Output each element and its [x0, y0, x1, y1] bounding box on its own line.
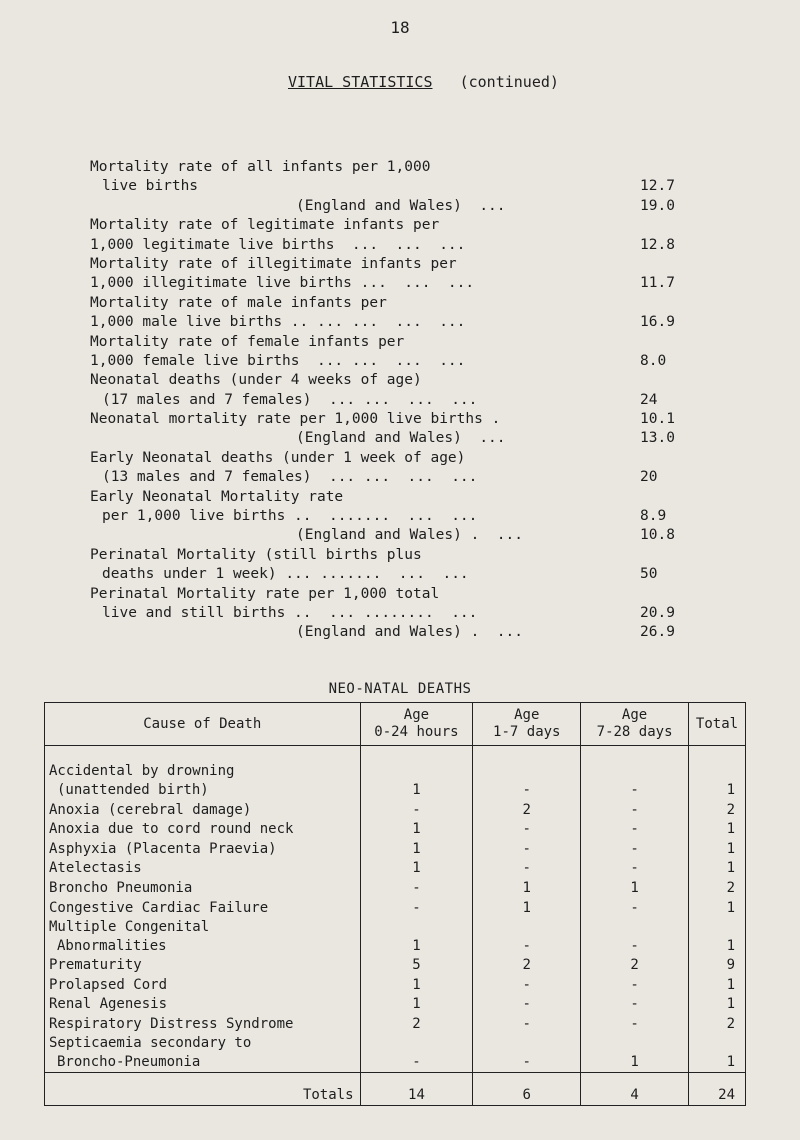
count-0-24: 2 [360, 1014, 473, 1034]
stat-text: (England and Wales) ... [296, 430, 506, 447]
cause-text: Renal Agenesis [49, 996, 168, 1013]
stat-line [90, 216, 710, 235]
count-1-7: 1 [473, 878, 581, 898]
count-total: 2 [688, 1014, 745, 1034]
count-7-28: - [581, 746, 689, 801]
total-0-24: 14 [360, 1072, 473, 1105]
count-1-7: - [473, 1034, 581, 1073]
cause-cell [45, 918, 361, 956]
count-7-28: - [581, 820, 689, 840]
cause-text: Atelectasis [49, 860, 142, 877]
heading-subtitle: (continued) [459, 73, 559, 91]
count-1-7: - [473, 1014, 581, 1034]
header-age-range: 7-28 days [596, 724, 673, 740]
table-title: NEO-NATAL DEATHS [328, 681, 472, 697]
stat-text: Mortality rate of female infants per [90, 333, 405, 350]
count-0-24: 1 [360, 746, 473, 801]
cause-text: Broncho-Pneumonia [57, 1053, 201, 1070]
count-7-28: 1 [581, 1034, 689, 1073]
stat-value: 20 [640, 469, 658, 486]
cause-cell [45, 975, 361, 995]
count-1-7: - [473, 859, 581, 879]
stat-value: 10.8 [640, 527, 675, 544]
cause-text: Anoxia (cerebral damage) [49, 801, 252, 818]
cause-text: Asphyxia (Placenta Praevia) [49, 840, 277, 857]
stat-value: 10.1 [640, 411, 675, 428]
cause-text: Prolapsed Cord [49, 976, 168, 993]
stat-text: Neonatal deaths (under 4 weeks of age) [90, 372, 422, 389]
stat-value: 26.9 [640, 624, 675, 641]
count-0-24: 5 [360, 956, 473, 976]
cause-text: Multiple Congenital [49, 918, 210, 935]
stat-text: Neonatal mortality rate per 1,000 live births . [90, 411, 501, 428]
stat-text: live and still births .. ... ........ ... [102, 604, 478, 621]
stat-line [90, 410, 710, 429]
count-0-24: 1 [360, 820, 473, 840]
count-total: 1 [688, 820, 745, 840]
stat-line [90, 526, 710, 545]
header-age-range: 0-24 hours [374, 724, 459, 740]
count-total: 2 [688, 878, 745, 898]
stat-line [90, 371, 710, 390]
stat-line [90, 604, 710, 623]
header-cause: Cause of Death [45, 703, 361, 746]
mortality-statistics [90, 158, 710, 643]
count-7-28: 2 [581, 956, 689, 976]
table-row [45, 975, 746, 995]
stat-text: per 1,000 live births .. ....... ... ... [102, 508, 478, 525]
cause-text: Abnormalities [57, 937, 167, 954]
stat-text: 1,000 illegitimate live births ... ... ... [90, 275, 475, 292]
count-0-24: 1 [360, 918, 473, 956]
stat-text: (England and Wales) . ... [296, 527, 523, 544]
stat-text: (17 males and 7 females) ... ... ... ... [102, 391, 478, 408]
cause-text: (unattended birth) [57, 782, 209, 798]
neonatal-deaths-table [44, 702, 746, 1106]
header-age-0-24 [360, 703, 473, 746]
count-total: 1 [688, 839, 745, 859]
cause-cell [45, 878, 361, 898]
stat-value: 20.9 [640, 604, 675, 621]
count-7-28: - [581, 995, 689, 1015]
stat-line [90, 468, 710, 487]
cause-text: Anoxia due to cord round neck [49, 821, 294, 838]
table-row [45, 820, 746, 840]
stat-value: 11.7 [640, 275, 675, 292]
stat-line [90, 236, 710, 255]
count-7-28: - [581, 898, 689, 918]
header-age-range: 1-7 days [493, 724, 561, 740]
count-0-24: - [360, 898, 473, 918]
stat-text: Perinatal Mortality (still births plus [90, 546, 422, 563]
cause-cell [45, 956, 361, 976]
total-1-7: 6 [473, 1072, 581, 1105]
page-number: 18 [390, 18, 410, 37]
stat-line [90, 352, 710, 371]
stat-line [90, 488, 710, 507]
count-1-7: - [473, 975, 581, 995]
table-row [45, 956, 746, 976]
table-row [45, 800, 746, 820]
count-1-7: - [473, 820, 581, 840]
table-row [45, 918, 746, 956]
count-1-7: - [473, 995, 581, 1015]
header-age-label: Age [403, 707, 430, 723]
table-header-row [45, 703, 746, 746]
count-7-28: - [581, 800, 689, 820]
stat-text: Early Neonatal deaths (under 1 week of age) [90, 449, 466, 466]
stat-line [90, 546, 710, 565]
stat-value: 13.0 [640, 430, 675, 447]
count-total: 1 [688, 975, 745, 995]
cause-cell [45, 1034, 361, 1073]
cause-text: Respiratory Distress Syndrome [49, 1015, 294, 1032]
table-row [45, 995, 746, 1015]
cause-text: Septicaemia secondary to [49, 1034, 252, 1051]
cause-text: Broncho Pneumonia [49, 879, 193, 896]
table-row [45, 878, 746, 898]
stat-line [90, 274, 710, 293]
stat-text: Mortality rate of legitimate infants per [90, 217, 440, 234]
totals-row [45, 1072, 746, 1105]
stat-line [90, 565, 710, 584]
stat-text: deaths under 1 week) ... ....... ... ... [102, 566, 469, 583]
total-7-28: 4 [581, 1072, 689, 1105]
count-0-24: - [360, 800, 473, 820]
count-0-24: 1 [360, 839, 473, 859]
table-row [45, 1034, 746, 1073]
section-heading [288, 73, 559, 91]
stat-value: 12.8 [640, 236, 675, 253]
header-age-label: Age [514, 707, 540, 723]
stat-text: Perinatal Mortality rate per 1,000 total [90, 585, 440, 602]
count-0-24: - [360, 1034, 473, 1073]
count-1-7: 2 [473, 800, 581, 820]
header-age-label: Age [621, 707, 648, 723]
count-1-7: - [473, 746, 581, 801]
count-total: 2 [688, 800, 745, 820]
count-total: 1 [688, 918, 745, 956]
count-1-7: 1 [473, 898, 581, 918]
stat-text: (England and Wales) . ... [296, 624, 523, 641]
stat-line [90, 313, 710, 332]
cause-cell [45, 820, 361, 840]
totals-label: Totals [45, 1072, 361, 1105]
count-total: 1 [688, 859, 745, 879]
table-row [45, 898, 746, 918]
cause-cell [45, 898, 361, 918]
stat-text: live births [102, 178, 199, 195]
stat-value: 16.9 [640, 314, 675, 331]
cause-cell [45, 800, 361, 820]
stat-line [90, 294, 710, 313]
count-1-7: 2 [473, 956, 581, 976]
count-7-28: - [581, 918, 689, 956]
count-total: 1 [688, 1034, 745, 1073]
stat-line [90, 449, 710, 468]
stat-line [90, 197, 710, 216]
count-1-7: - [473, 839, 581, 859]
stat-value: 24 [640, 391, 658, 408]
table-row [45, 1014, 746, 1034]
count-total: 1 [688, 746, 745, 801]
count-7-28: - [581, 975, 689, 995]
stat-line [90, 585, 710, 604]
stat-text: Early Neonatal Mortality rate [90, 488, 344, 505]
count-total: 1 [688, 898, 745, 918]
count-7-28: 1 [581, 878, 689, 898]
stat-line [90, 177, 710, 196]
table-body [45, 746, 746, 1073]
stat-text: 1,000 female live births ... ... ... ... [90, 352, 466, 369]
count-0-24: 1 [360, 975, 473, 995]
stat-line [90, 391, 710, 410]
heading-title: VITAL STATISTICS [288, 73, 433, 91]
cause-cell [45, 859, 361, 879]
stat-text: Mortality rate of all infants per 1,000 [90, 159, 431, 175]
table-row [45, 859, 746, 879]
count-0-24: 1 [360, 995, 473, 1015]
stat-value: 19.0 [640, 197, 675, 214]
stat-line [90, 333, 710, 352]
stat-value: 8.0 [640, 352, 667, 369]
stat-line [90, 158, 710, 177]
count-1-7: - [473, 918, 581, 956]
cause-cell [45, 995, 361, 1015]
stat-line [90, 255, 710, 274]
count-total: 1 [688, 995, 745, 1015]
stat-line [90, 623, 710, 642]
cause-text: Accidental by drowning [49, 763, 235, 779]
header-age-1-7 [473, 703, 581, 746]
cause-text: Congestive Cardiac Failure [49, 899, 269, 916]
cause-cell [45, 1014, 361, 1034]
stat-text: 1,000 male live births .. ... ... ... ... [90, 314, 466, 331]
stat-value: 12.7 [640, 178, 675, 195]
stat-line [90, 507, 710, 526]
grand-total: 24 [688, 1072, 745, 1105]
count-0-24: - [360, 878, 473, 898]
count-7-28: - [581, 839, 689, 859]
stat-text: 1,000 legitimate live births ... ... ... [90, 236, 466, 253]
count-7-28: - [581, 859, 689, 879]
stat-text: (13 males and 7 females) ... ... ... ... [102, 469, 478, 486]
stat-line [90, 429, 710, 448]
count-0-24: 1 [360, 859, 473, 879]
stat-text: Mortality rate of illegitimate infants per [90, 255, 457, 272]
stat-value: 8.9 [640, 508, 667, 525]
table-row [45, 839, 746, 859]
stat-text: (England and Wales) ... [296, 197, 506, 214]
cause-cell [45, 839, 361, 859]
cause-cell [45, 746, 361, 801]
header-total: Total [688, 703, 745, 746]
stat-value: 50 [640, 566, 658, 583]
table-row [45, 746, 746, 801]
cause-text: Prematurity [49, 957, 142, 974]
header-age-7-28 [581, 703, 689, 746]
count-total: 9 [688, 956, 745, 976]
count-7-28: - [581, 1014, 689, 1034]
stat-text: Mortality rate of male infants per [90, 294, 387, 311]
